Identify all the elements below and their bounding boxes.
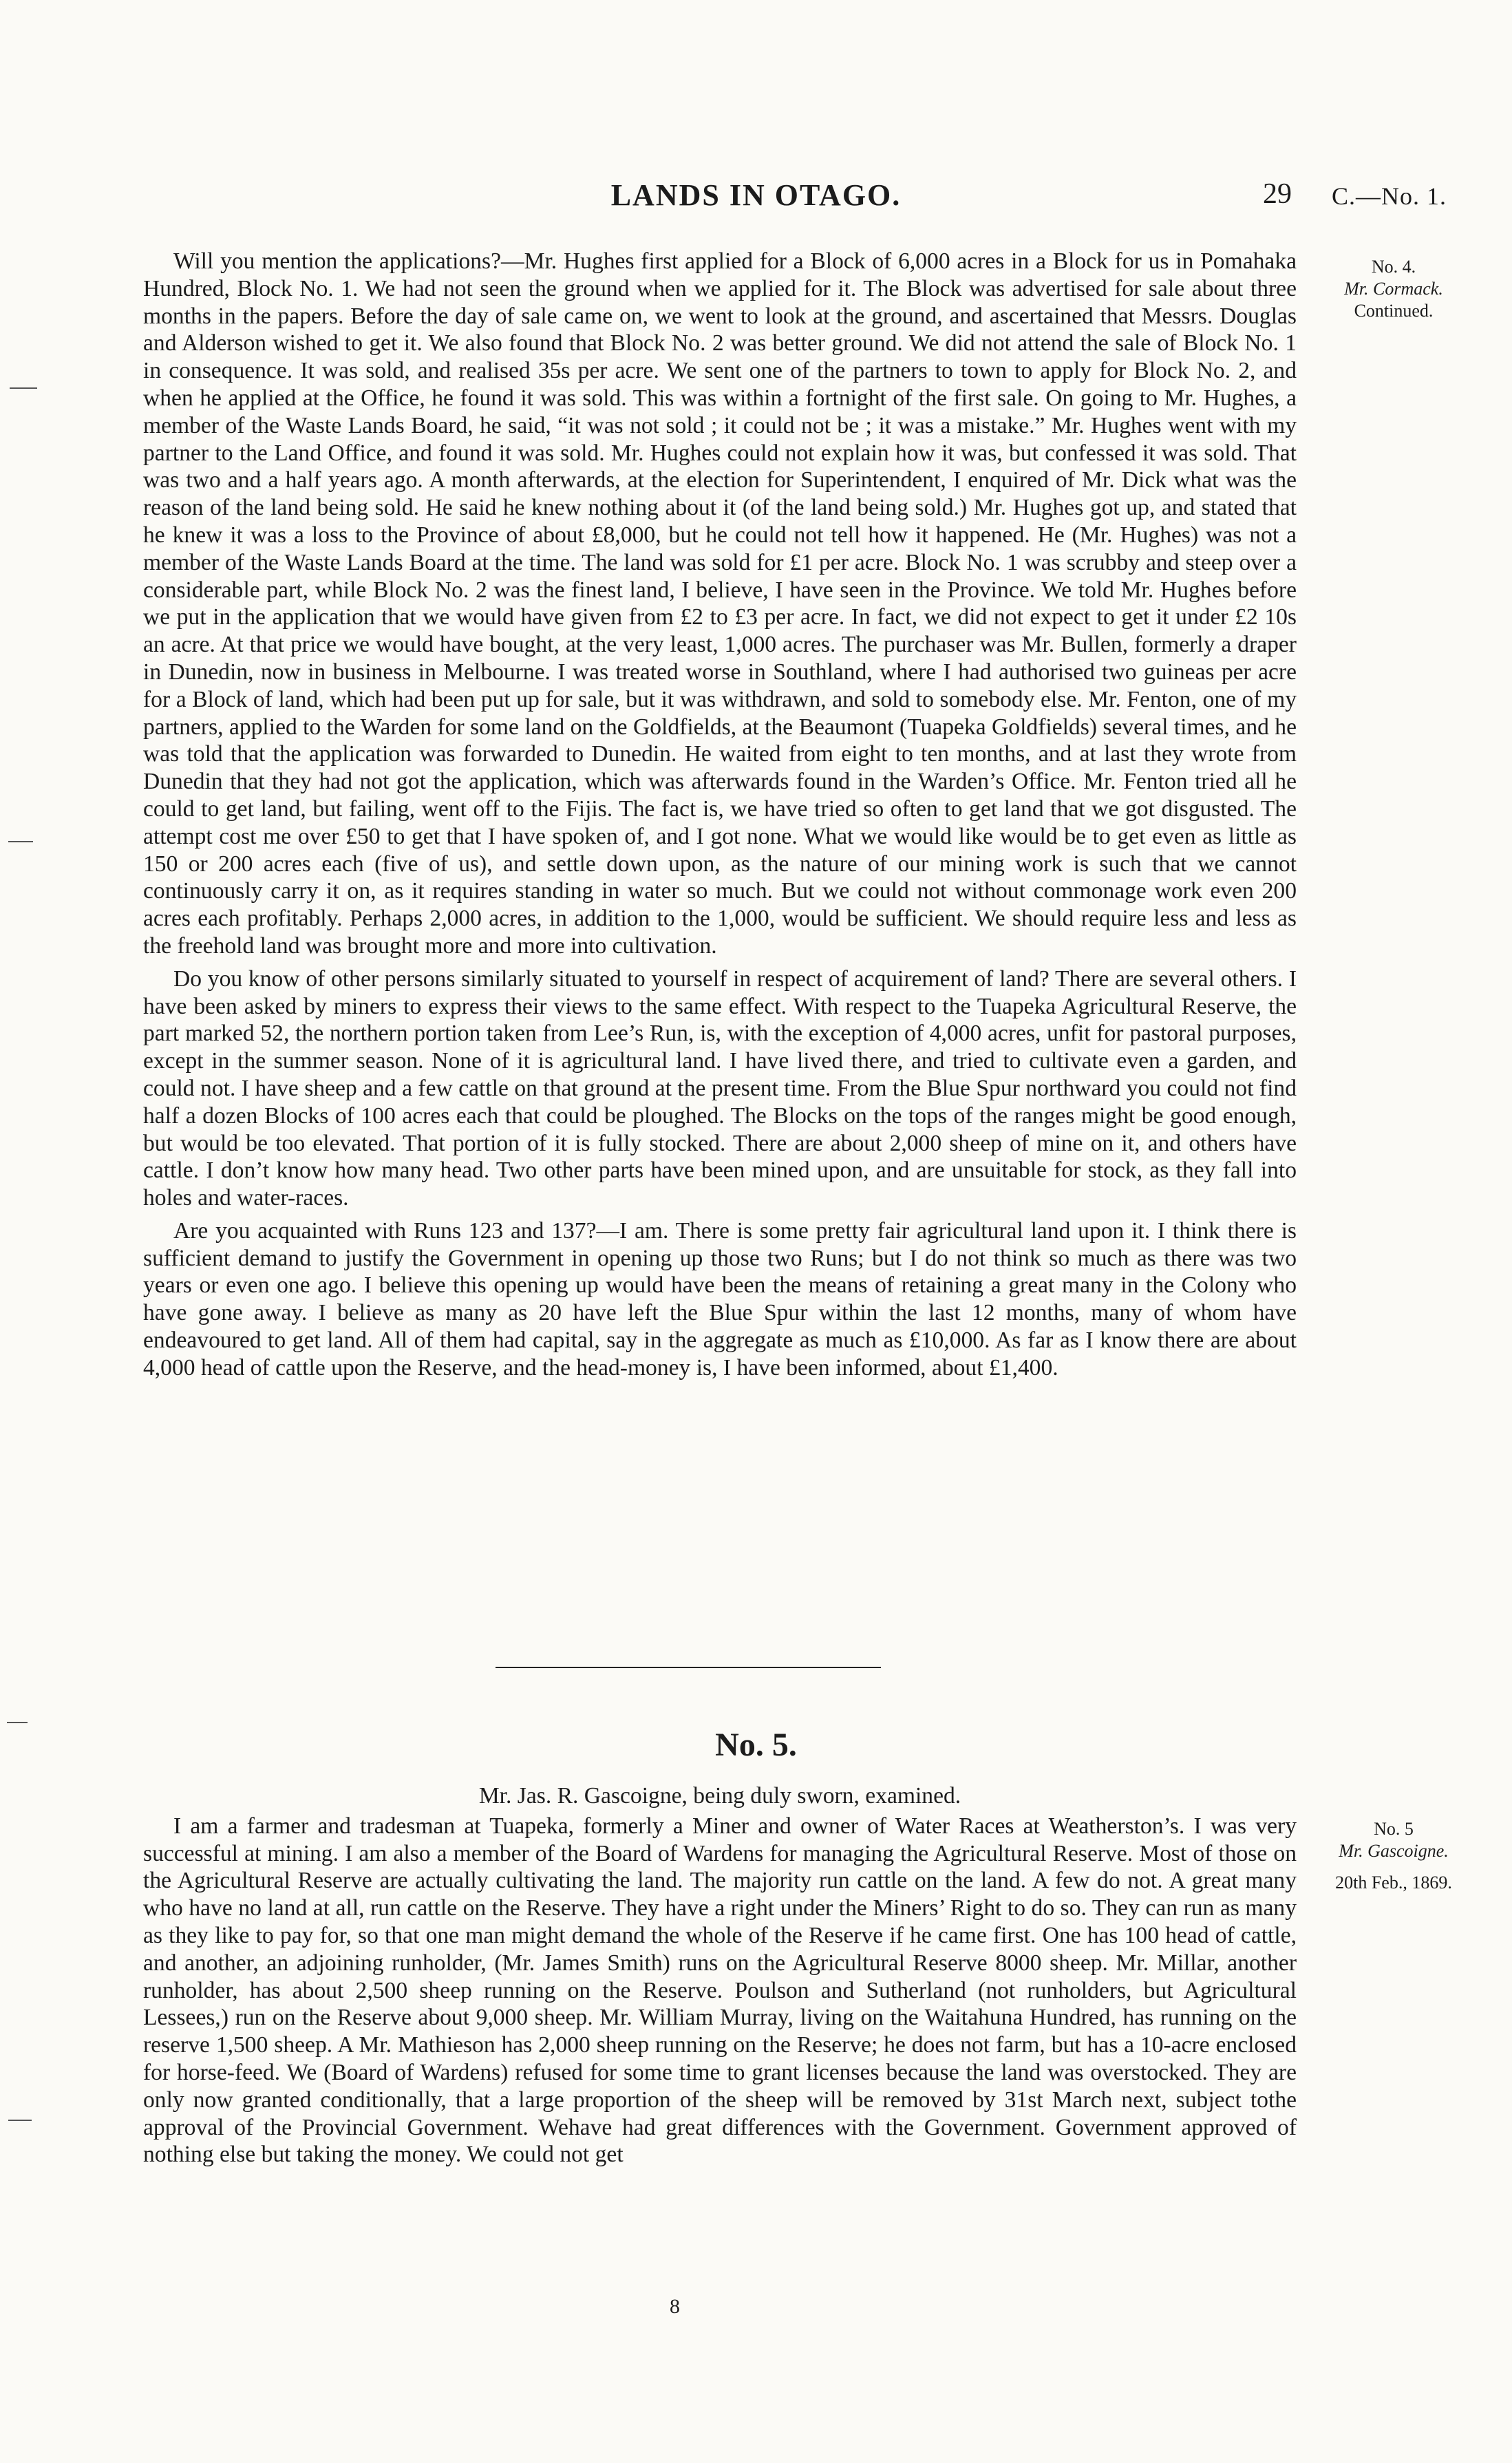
section-heading: No. 5. xyxy=(715,1727,797,1763)
paragraph: Will you mention the applications?—Mr. Hughes first applied for a Block of 6,000 acres in a Block for us in Pomahaka Hundred, Block No. 1. We had not seen the ground when we applied for it. The Block was advertised for sale about three months in the papers. Before the day of sale came on, we went to look at the ground, and ascertained that Messrs. Douglas and Alderson wished to get it. We also found that Block No. 2 was better ground. We did not attend the sale of Block No. 1 in consequence. It was sold, and realised 35s per acre. We sent one of the partners to town to apply for Block No. 2, and when he applied at the Office, he found it was sold. This was within a fortnight of the first sale. On going to Mr. Hughes, a member of the Waste Lands Board, he said, “it was not sold ; it could not be ; it was a mistake.” Mr. Hughes went with my partner to the Land Office, and found it was sold. Mr. Hughes could not explain how it was, but confessed it was sold. That was two and a half years ago. A month afterwards, at the election for Superintendent, I enquired of Mr. Dick what was the reason of the land being sold. He said he knew nothing about it (of the land being sold.) Mr. Hughes got up, and stated that he knew it was a loss to the Province of about £8,000, but he could not tell how it happened. He (Mr. Hughes) was not a member of the Waste Lands Board at the time. The land was sold for £1 per acre. Block No. 1 was scrubby and steep over a considerable part, while Block No. 2 was the finest land, I believe, I have seen in the Province. We told Mr. Hughes before we put in the application that we would have given from £2 to £3 per acre. In fact, we did not expect to get it under £2 10s an acre. At that price we would have bought, at the very least, 1,000 acres. The purchaser was Mr. Bullen, formerly a draper in Dunedin, now in business in Melbourne. I was treated worse in Southland, where I had authorised two guineas per acre for a Block of land, which had been put up for sale, but it was withdrawn, and sold to somebody else. Mr. Fenton, one of my partners, applied to the Warden for some land on the Goldfields, at the Beaumont (Tuapeka Goldfields) several times, and he was told that the application was forwarded to Dunedin. He waited from eight to ten months, and at last they wrote from Dunedin that they had not got the application, which was afterwards found in the Warden’s Office. Mr. Fenton tried all he could to get land, but failing, went off to the Fijis. The fact is, we have tried so often to get land that we got disgusted. The attempt cost me over £50 to get that I have spoken of, and I got none. What we would like would be to get even as little as 150 or 200 acres each (five of us), and settle down upon, as the nature of our mining work is such that we cannot continuously carry it on, as it requires standing in water so much. But we could not without commonage work even 200 acres each profitably. Perhaps 2,000 acres, in addition to the 1,000, would be sufficient. We should require less and less as the freehold land was brought more and more into cultivation. xyxy=(143,248,1297,959)
margin-note-witness-name: Mr. Cormack. xyxy=(1344,279,1443,299)
paragraph: Do you know of other persons similarly situated to yourself in respect of acquirement of land? There are several others. I have been asked by miners to express their views to the same effect. With respect to the Tuapeka Agricultural Reserve, the part marked 52, the northern portion taken from Lee’s Run, is, with the exception of 4,000 acres, unfit for pastoral purposes, except in the summer season. None of it is agricultural land. I have lived there, and tried to cultivate even a garden, and could not. I have sheep and a few cattle on that ground at the present time. From the Blue Spur northward you could not find half a dozen Blocks of 100 acres each that could be ploughed. The Blocks on the tops of the ranges might be good enough, but would be too elevated. That portion of it is fully stocked. There are about 2,000 sheep of mine on it, and others have cattle. I don’t know how many head. Two other parts have been mined upon, and are unsuitable for stock, as they fall into holes and water-races. xyxy=(143,966,1297,1211)
margin-note-witness-5 xyxy=(1314,1818,1473,1894)
margin-scratch xyxy=(7,1722,28,1723)
margin-note-witness-4 xyxy=(1314,256,1473,322)
margin-note-number: No. 4. xyxy=(1371,257,1416,277)
running-title: LANDS IN OTAGO. xyxy=(610,178,902,212)
margin-scratch xyxy=(8,2120,32,2121)
testimony-column xyxy=(143,248,1297,1382)
margin-note-date: 20th Feb., 1869. xyxy=(1335,1873,1452,1892)
document-reference: C.—No. 1. xyxy=(1332,182,1447,210)
section-divider xyxy=(496,1667,881,1668)
margin-note-witness-name: Mr. Gascoigne. xyxy=(1339,1841,1449,1861)
signature-mark: 8 xyxy=(670,2295,680,2318)
sworn-statement: Mr. Jas. R. Gascoigne, being duly sworn, examined. xyxy=(478,1783,961,1809)
testimony-column-2 xyxy=(143,1782,1297,2168)
page-number: 29 xyxy=(1263,178,1292,210)
paragraph: I am a farmer and tradesman at Tuapeka, formerly a Miner and owner of Water Races at Weatherston’s. I was very successful at mining. I am also a member of the Board of Wardens for managing the Agricultural Reserve. Most of those on the Agricultural Reserve are actually cultivating the land. The majority run cattle on the land. A few do not. A great many who have no land at all, run cattle on the Reserve. They have a right under the Miners’ Right to do so. They can run as many as they like to pay for, so that one man might demand the whole of the Reserve if he came first. One has 100 head of cattle, and another, an adjoining runholder, (Mr. James Smith) runs on the Agricultural Reserve 8000 sheep. Mr. Millar, another runholder, has about 2,500 sheep running on the Reserve. Poulson and Sutherland (not runholders, but Agricultural Lessees,) run on the Reserve about 9,000 sheep. Mr. William Murray, living on the Waitahuna Hundred, has running on the reserve 1,500 sheep. A Mr. Mathieson has 2,000 sheep running on the Reserve; he does not farm, but has a 10-acre enclosed for horse-feed. We (Board of Wardens) refused for some time to grant licenses because the land was overstocked. They are only now granted conditionally, that a large proportion of the sheep will be removed by 31st March next, subject tothe approval of the Provincial Government. Wehave had great differences with the Government. Government approved of nothing else but taking the money. We could not get xyxy=(143,1813,1297,2168)
margin-scratch xyxy=(10,387,37,389)
margin-scratch xyxy=(8,841,33,842)
margin-note-continued: Continued. xyxy=(1354,301,1434,321)
paragraph: Are you acquainted with Runs 123 and 137?—I am. There is some pretty fair agricultural land upon it. I think there is sufficient demand to justify the Government in opening up those two Runs; but I do not think so much as there was two years or even one ago. I believe this opening up would have been the means of retaining a great many in the Colony who have gone away. I believe as many as 20 have left the Blue Spur within the last 12 months, many of whom have endeavoured to get land. All of them had capital, say in the aggregate as much as £10,000. As far as I know there are about 4,000 head of cattle upon the Reserve, and the head-money is, I have been informed, about £1,400. xyxy=(143,1217,1297,1380)
margin-note-number: No. 5 xyxy=(1374,1819,1414,1839)
